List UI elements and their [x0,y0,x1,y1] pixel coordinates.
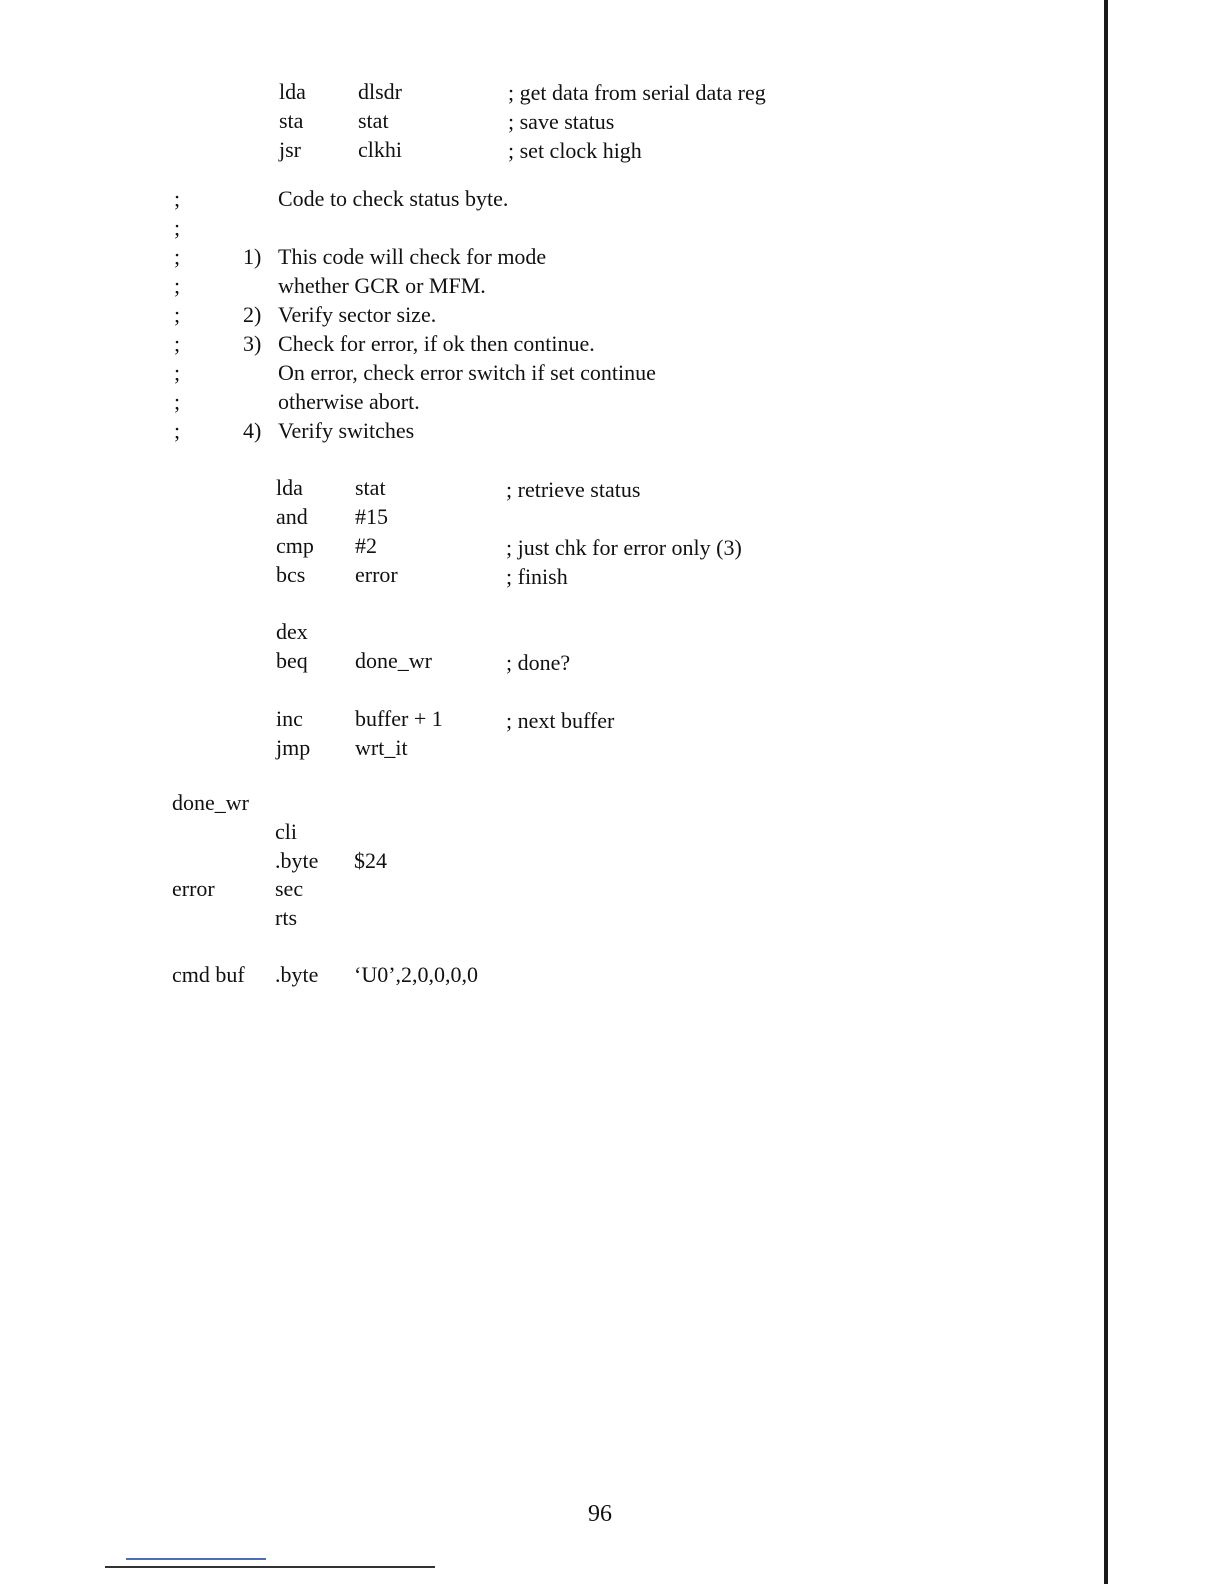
code-arg: clkhi [358,137,402,162]
code-arg: #15 [355,504,388,529]
code-label: cmd buf [172,962,245,987]
code-comment: ; retrieve status [506,477,641,502]
code-op: .byte [275,962,319,987]
code-comment: ; save status [508,109,615,134]
code-op: sta [279,108,304,133]
code-arg: buffer + 1 [355,706,443,731]
code-comment: ; done? [506,650,571,675]
code-op: cmp [276,533,314,558]
comment-semicolon: ; [174,215,181,240]
comment-text: otherwise abort. [278,389,420,414]
comment-text: Check for error, if ok then continue. [278,331,595,356]
list-number: 4) [243,418,262,443]
comment-semicolon: ; [174,186,181,211]
comment-semicolon: ; [174,273,181,298]
code-op: bcs [276,562,306,587]
comment-text: Verify switches [278,418,415,443]
comment-semicolon: ; [174,389,181,414]
code-op: lda [279,79,306,104]
code-comment: ; just chk for error only (3) [506,535,742,560]
comment-semicolon: ; [174,331,181,356]
code-comment: ; set clock high [508,138,642,163]
code-op: inc [276,706,303,731]
list-number: 2) [243,302,262,327]
comment-semicolon: ; [174,360,181,385]
code-op: dex [276,619,308,644]
comment-text: On error, check error switch if set continue [278,360,656,385]
code-op: beq [276,648,308,673]
comment-text: Verify sector size. [278,302,437,327]
list-number: 3) [243,331,262,356]
code-op: sec [275,876,304,901]
code-op: .byte [275,848,319,873]
code-arg: done_wr [355,648,432,673]
code-op: cli [275,819,297,844]
code-op: and [276,504,308,529]
list-number: 1) [243,244,262,269]
code-arg: #2 [355,533,377,558]
code-op: jsr [279,137,301,162]
code-arg: ‘U0’,2,0,0,0,0 [354,962,479,987]
code-op: lda [276,475,303,500]
code-arg: dlsdr [358,79,402,104]
code-arg: $24 [354,848,387,873]
comment-semicolon: ; [174,244,181,269]
comment-text: whether GCR or MFM. [278,273,486,298]
comment-heading: Code to check status byte. [278,186,509,211]
bottom-rule [105,1566,435,1568]
code-label: error [172,876,215,901]
comment-text: This code will check for mode [278,244,547,269]
comment-semicolon: ; [174,418,181,443]
code-op: jmp [276,735,311,760]
code-arg: stat [358,108,389,133]
code-comment: ; finish [506,564,568,589]
bottom-accent-rule [126,1558,266,1560]
page-number: 96 [588,1501,612,1527]
code-arg: error [355,562,398,587]
comment-semicolon: ; [174,302,181,327]
code-comment: ; next buffer [506,708,615,733]
code-comment: ; get data from serial data reg [508,80,766,105]
code-arg: stat [355,475,386,500]
page-edge-rule [1104,0,1108,1584]
code-op: rts [275,905,297,930]
code-label: done_wr [172,790,249,815]
code-arg: wrt_it [355,735,408,760]
